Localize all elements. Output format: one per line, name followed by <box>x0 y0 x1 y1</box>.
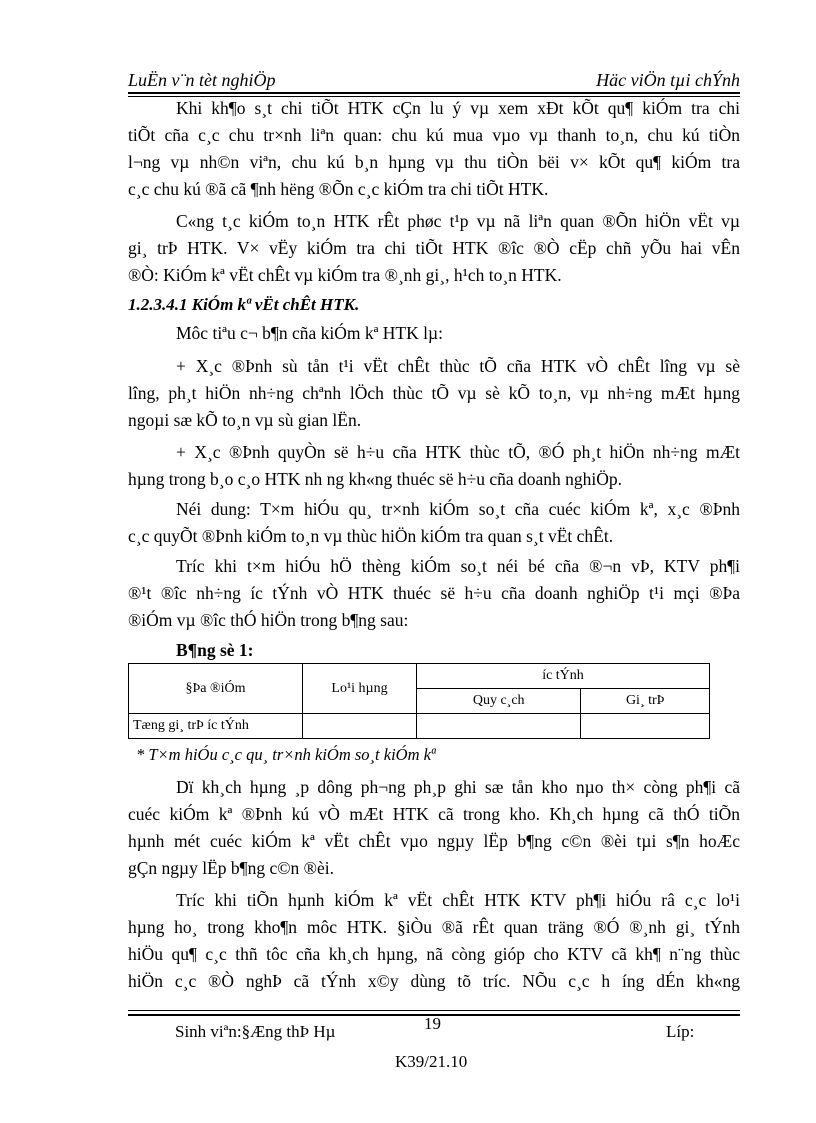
paragraph-line: hiÖu qu¶ c¸c thñ tôc cña kh¸ch hµng, nã còng gióp cho KTV cã kh¶ n¨ng thùc <box>128 944 740 964</box>
table-header-estimate: íc tÝnh <box>417 664 710 689</box>
paragraph-line: lîng, ph¸t hiÖn nh÷ng chªnh lÖch thùc tÕ vµ sè kÕ to¸n, vµ nh÷ng mÆt hµng <box>128 383 740 403</box>
table-cell: Tæng gi¸ trÞ íc tÝnh <box>129 714 303 739</box>
paragraph-line: hµng trong b¸o c¸o HTK nh ng kh«ng thuéc së h÷u cña doanh nghiÖp. <box>128 469 623 489</box>
paragraph-line: ®Ò: KiÓm kª vËt chÊt vµ kiÓm tra ®¸nh gi¸, h¹ch to¸n HTK. <box>128 265 562 285</box>
paragraph-line: + X¸c ®Þnh quyÒn së h÷u cña HTK thùc tÕ, ®Ó ph¸t hiÖn nh÷ng mÆt <box>176 442 740 462</box>
table-note: * T×m hiÓu c¸c qu¸ tr×nh kiÓm so¸t kiÓm kª <box>136 745 436 764</box>
paragraph-line: tiÕt cña c¸c chu tr×nh liªn quan: chu kú mua vµo vµ thanh to¸n, chu kú tiÒn <box>128 125 740 145</box>
paragraph-line: + X¸c ®Þnh sù tån t¹i vËt chÊt thùc tÕ cña HTK vÒ chÊt lîng vµ sè <box>176 356 740 376</box>
footer-student: Sinh viªn:§Æng thÞ Hµ <box>175 1022 336 1041</box>
table-header-location: §Þa ®iÓm <box>129 664 303 714</box>
paragraph-line: ngoµi sæ kÕ to¸n vµ sù gian lËn. <box>128 410 362 430</box>
table-header-type: Lo¹i hµng <box>303 664 417 714</box>
header-left: LuËn v¨n tèt nghiÖp <box>128 70 276 90</box>
paragraph-line: Néi dung: T×m hiÓu qu¸ tr×nh kiÓm so¸t cña cuéc kiÓm kª, x¸c ®Þnh <box>176 499 740 519</box>
paragraph-line: Dï kh¸ch hµng ¸p dông ph¬ng ph¸p ghi sæ tån kho nµo th× còng ph¶i cã <box>176 777 740 797</box>
table-header-spec: Quy c¸ch <box>417 689 581 714</box>
table-cell <box>581 714 710 739</box>
paragraph-line: l¬ng vµ nh©n viªn, chu kú b¸n hµng vµ thu tiÒn bëi v× kÕt qu¶ kiÓm tra <box>128 152 740 172</box>
paragraph-line: gÇn ngµy lËp b¶ng c©n ®èi. <box>128 858 334 878</box>
paragraph-line: cuéc kiÓm kª ®Þnh kú vÒ mÆt HTK cã trong kho. Kh¸ch hµng cã thÓ tiÕn <box>128 804 740 824</box>
paragraph-line: Tríc khi tiÕn hµnh kiÓm kª vËt chÊt HTK KTV ph¶i hiÓu râ c¸c lo¹i <box>176 890 740 910</box>
paragraph-line: ®¹t ®îc nh÷ng íc tÝnh vÒ HTK thuéc së h÷u cña doanh nghiÖp t¹i mçi ®Þa <box>128 583 740 603</box>
table-header-value: Gi¸ trÞ <box>581 689 710 714</box>
paragraph-line: c¸c chu kú ®ã cã ¶nh hëng ®Õn c¸c kiÓm tra chi tiÕt HTK. <box>128 179 549 199</box>
section-heading: 1.2.3.4.1 KiÓm kª vËt chÊt HTK. <box>128 295 360 314</box>
paragraph-line: ®iÓm vµ ®îc thÓ hiÖn trong b¶ng sau: <box>128 610 409 630</box>
paragraph-line: Khi kh¶o s¸t chi tiÕt HTK cÇn lu ý vµ xem xÐt kÕt qu¶ kiÓm tra chi <box>176 98 740 118</box>
header-rule <box>128 92 740 94</box>
paragraph-line: Môc tiªu c¬ b¶n cña kiÓm kª HTK lµ: <box>176 323 443 343</box>
table-cell <box>303 714 417 739</box>
footer-rule-thin <box>128 1010 740 1011</box>
estimate-table <box>128 663 710 739</box>
paragraph-line: hµnh mét cuéc kiÓm kª vËt chÊt vµo ngµy lËp b¶ng c©n ®èi tµi s¶n hoÆc <box>128 831 740 851</box>
table-cell <box>417 714 581 739</box>
footer-class-code: K39/21.10 <box>395 1052 468 1071</box>
paragraph-line: C«ng t¸c kiÓm to¸n HTK rÊt phøc t¹p vµ nã liªn quan ®Õn hiÖn vËt vµ <box>176 211 740 231</box>
header-right: Häc viÖn tµi chÝnh <box>596 70 740 90</box>
footer-page-number: 19 <box>424 1014 441 1033</box>
paragraph-line: hiÖn c¸c ®Ò nghÞ cã tÝnh x©y dùng tõ tríc. NÕu c¸c h íng dÉn kh«ng <box>128 971 740 991</box>
paragraph-line: Tríc khi t×m hiÓu hÖ thèng kiÓm so¸t néi bé cña ®¬n vÞ, KTV ph¶i <box>176 556 740 576</box>
paragraph-line: hµng ho¸ trong kho¶n môc HTK. §iÒu ®ã rÊt quan träng ®Ó ®¸nh gi¸ tÝnh <box>128 917 740 937</box>
table-row <box>129 714 710 739</box>
paragraph-line: gi¸ trÞ HTK. V× vËy kiÓm tra chi tiÕt HTK ®îc ®Ò cËp chñ yÕu hai vÊn <box>128 238 740 258</box>
paragraph-line: c¸c quyÕt ®Þnh kiÓm to¸n vµ thùc hiÖn kiÓm tra quan s¸t vËt chÊt. <box>128 526 614 546</box>
footer-class-label: Líp: <box>666 1022 695 1041</box>
table-title: B¶ng sè 1: <box>176 640 254 660</box>
